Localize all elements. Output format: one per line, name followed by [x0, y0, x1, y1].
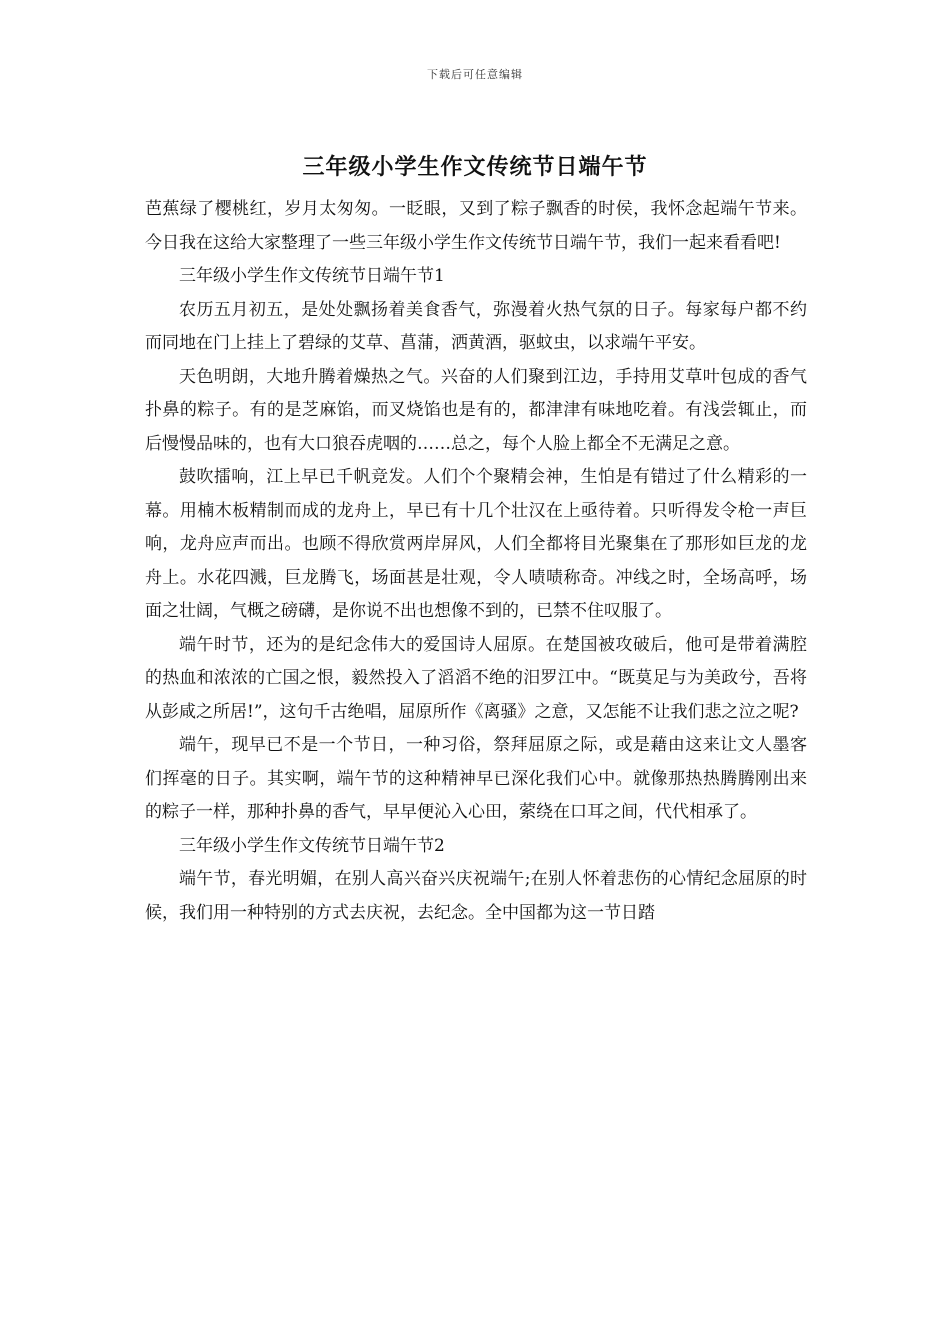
header-note: 下载后可任意编辑: [427, 68, 523, 81]
paragraph: 天色明朗，大地升腾着燥热之气。兴奋的人们聚到江边，手持用艾草叶包成的香气扑鼻的粽子。有的是芝麻馅，而叉烧馅也是有的，都津津有味地吃着。有浅尝辄止，而后慢慢品味的，也有大口狼吞虎咽的……总之，每个人脸上都全不无满足之意。: [145, 366, 807, 454]
paragraph: 鼓吹擂响，江上早已千帆竞发。人们个个聚精会神，生怕是有错过了什么精彩的一幕。用楠木板精制而成的龙舟上，早已有十几个壮汉在上亟待着。只听得发令枪一声巨响，龙舟应声而出。也顾不得欣赏两岸屏风，人们全都将目光聚集在了那形如巨龙的龙舟上。水花四溅，巨龙腾飞，场面甚是壮观，令人啧啧称奇。冲线之时，全场高呼，场面之壮阔，气概之磅礴，是你说不出也想像不到的，已禁不住叹服了。: [145, 467, 807, 621]
paragraph: 端午节，春光明媚，在别人高兴奋兴庆祝端午;在别人怀着悲伤的心情纪念屈原的时候，我们用一种特别的方式去庆祝，去纪念。全中国都为这一节日踏: [145, 869, 807, 923]
paragraph: 端午，现早已不是一个节日，一种习俗，祭拜屈原之际，或是藉由这来让文人墨客们挥毫的日子。其实啊，端午节的这种精神早已深化我们心中。就像那热热腾腾刚出来的粽子一样，那种扑鼻的香气，早早便沁入心田，萦绕在口耳之间，代代相承了。: [145, 735, 807, 822]
section-heading-2: 三年级小学生作文传统节日端午节2: [179, 835, 445, 856]
intro-paragraph: 芭蕉绿了樱桃红，岁月太匆匆。一眨眼，又到了粽子飘香的时侯，我怀念起端午节来。今日我在这给大家整理了一些三年级小学生作文传统节日端午节，我们一起来看看吧!: [145, 199, 807, 253]
paragraph: 农历五月初五，是处处飘扬着美食香气，弥漫着火热气氛的日子。每家每户都不约而同地在门上挂上了碧绿的艾草、菖蒲，洒黄酒，驱蚊虫，以求端午平安。: [145, 299, 807, 353]
paragraph: 端午时节，还为的是纪念伟大的爱国诗人屈原。在楚国被攻破后，他可是带着满腔的热血和浓浓的亡国之恨，毅然投入了滔滔不绝的汨罗江中。“既莫足与为美政兮，吾将从彭咸之所居!”，这句千古绝唱，屈原所作《离骚》之意，又怎能不让我们悲之泣之呢?: [145, 634, 807, 722]
section-heading-1: 三年级小学生作文传统节日端午节1: [179, 266, 445, 286]
document-body: [145, 193, 807, 930]
document-title: 三年级小学生作文传统节日端午节: [302, 154, 648, 180]
